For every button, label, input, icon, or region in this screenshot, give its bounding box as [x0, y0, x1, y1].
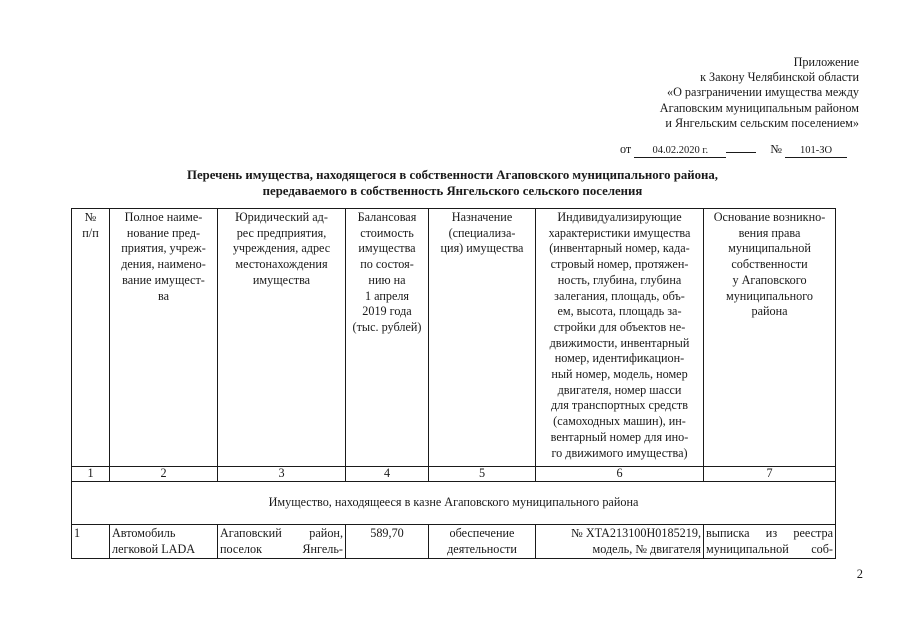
column-number-row: [72, 467, 836, 482]
header-cell: Индивидуализирующие характеристики имущества (инвентарный номер, када- стровый номер, протяжен- ность, глубина, глубина залегания, площадь, объ- ем, высота, площадь за- стройки для объектов не- движимости, инвентарный номер, идентификацион- ный номер, модель, номер двигателя, номер шасси для транспортных средств (самоходных машин), ин- вентарный номер для ино- го движимого имущества): [536, 209, 704, 467]
column-number: 5: [429, 467, 536, 482]
row-basis: выписка из реестра муниципальной соб-: [704, 525, 836, 559]
section-row: [72, 482, 836, 525]
appendix-line: «О разграничении имущества между: [666, 85, 859, 100]
header-cell: Юридический ад- рес предприятия, учреждения, адрес местонахождения имущества: [218, 209, 346, 467]
appendix-line: Агаповским муниципальным районом: [659, 100, 859, 115]
column-number: 6: [536, 467, 704, 482]
row-value: 589,70: [346, 525, 429, 559]
number-label: №: [770, 142, 783, 156]
table-row: [72, 525, 836, 559]
header-cell: Полное наиме- нование пред- приятия, учреж- дения, наимено- вание имущест- ва: [110, 209, 218, 467]
date-number-line: [620, 142, 847, 158]
header-cell: Балансовая стоимость имущества по состоя- нию на 1 апреля 2019 года (тыс. рублей): [346, 209, 429, 467]
law-date: 04.02.2020 г.: [634, 145, 726, 158]
row-address: Агаповский район, поселок Янгель-: [218, 525, 346, 559]
appendix-line: к Закону Челябинской области: [700, 70, 859, 85]
title-line-1: Перечень имущества, находящегося в собственности Агаповского муниципального района,: [187, 168, 718, 182]
document-title: [0, 167, 905, 199]
column-number: 4: [346, 467, 429, 482]
header-cell: Назначение (специализа- ция) имущества: [429, 209, 536, 467]
column-number: 1: [72, 467, 110, 482]
appendix-block: [660, 55, 859, 131]
column-number: 3: [218, 467, 346, 482]
from-label: от: [620, 142, 632, 156]
column-number: 7: [704, 467, 836, 482]
property-table: [71, 208, 836, 559]
row-number: 1: [72, 525, 110, 559]
page-number: 2: [856, 567, 863, 581]
column-number: 2: [110, 467, 218, 482]
header-cell: № п/п: [72, 209, 110, 467]
header-cell: Основание возникно- вения права муниципальной собственности у Агаповского муниципального района: [704, 209, 836, 467]
row-name: Автомобиль легковой LADA: [110, 525, 218, 559]
section-title: Имущество, находящееся в казне Агаповского муниципального района: [72, 482, 836, 525]
title-line-2: передаваемого в собственность Янгельского сельского поселения: [262, 184, 643, 198]
table-header-row: [72, 209, 836, 467]
row-characteristics: № XTA213100H0185219, модель, № двигателя: [536, 525, 704, 559]
appendix-line: и Янгельским сельским поселением»: [665, 115, 859, 130]
law-number: 101-ЗО: [785, 145, 847, 158]
appendix-line: Приложение: [793, 55, 859, 69]
row-purpose: обеспечение деятельности: [429, 525, 536, 559]
